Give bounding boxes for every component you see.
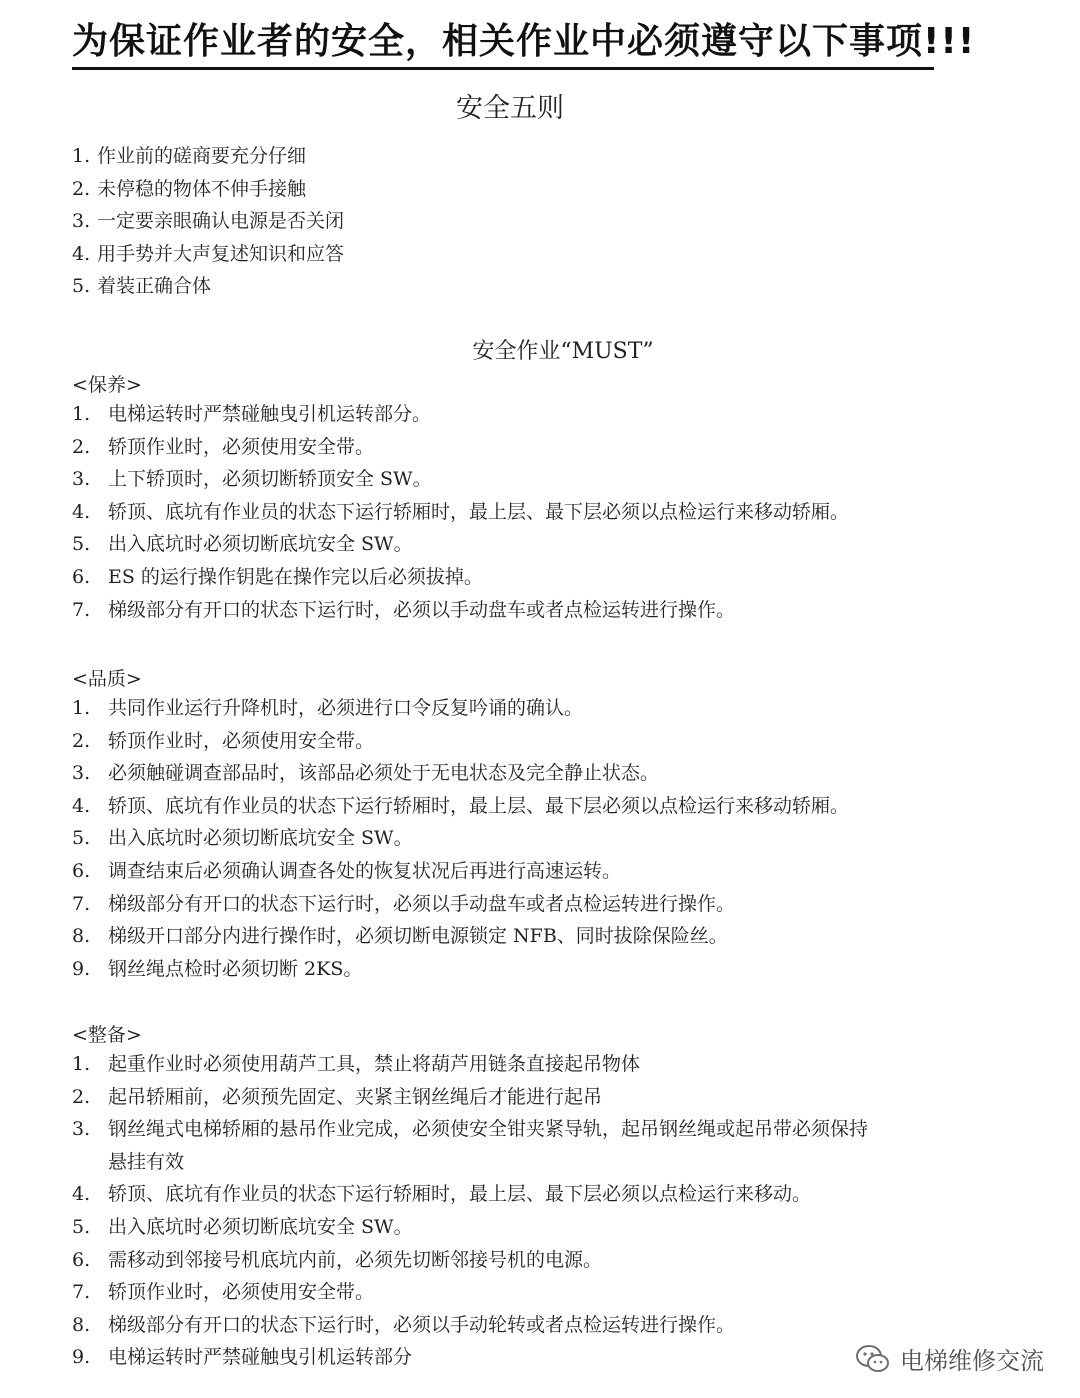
list-item: 3. 钢丝绳式电梯轿厢的悬吊作业完成，必须使安全钳夹紧导轨，起吊钢丝绳或起吊带必须保持 悬挂有效	[72, 1118, 869, 1173]
list-item: 4. 轿顶、底坑有作业员的状态下运行轿厢时，最上层、最下层必须以点检运行来移动。	[72, 1183, 812, 1206]
list-item: 2. 起吊轿厢前，必须预先固定、夹紧主钢丝绳后才能进行起吊	[72, 1085, 603, 1108]
five-rules-heading: 安全五则	[456, 93, 564, 124]
list-item: 3. 一定要亲眼确认电源是否关闭	[72, 210, 345, 232]
list-item: 6. 需移动到邻接号机底坑内前，必须先切断邻接号机的电源。	[72, 1248, 603, 1271]
list-item: 8. 梯级部分有开口的状态下运行时，必须以手动轮转或者点检运转进行操作。	[72, 1313, 736, 1336]
list-item: 8. 梯级开口部分内进行操作时，必须切断电源锁定 NFB、同时拔除保险丝。	[72, 925, 728, 948]
list-item: 3. 必须触碰调查部品时，该部品必须处于无电状态及完全静止状态。	[72, 762, 660, 785]
list-item: 1. 共同作业运行升降机时，必须进行口令反复吟诵的确认。	[72, 697, 584, 719]
list-item: 4. 轿顶、底坑有作业员的状态下运行轿厢时，最上层、最下层必须以点检运行来移动轿厢。	[72, 794, 850, 817]
list-item: 7. 轿顶作业时，必须使用安全带。	[72, 1281, 375, 1304]
list-item: 1. 作业前的磋商要充分仔细	[72, 145, 307, 167]
list-item: 1. 电梯运转时严禁碰触曳引机运转部分。	[72, 403, 432, 425]
list-item: 2. 轿顶作业时，必须使用安全带。	[72, 435, 375, 458]
list-item: 5. 出入底坑时必须切断底坑安全 SW。	[72, 827, 413, 850]
preparation-heading: <整备>	[72, 1024, 142, 1046]
list-item: 7. 梯级部分有开口的状态下运行时，必须以手动盘车或者点检运转进行操作。	[72, 598, 736, 621]
list-item: 5. 出入底坑时必须切断底坑安全 SW。	[72, 1215, 413, 1238]
must-heading: 安全作业“MUST”	[472, 339, 654, 364]
watermark-text: 电梯维修交流	[900, 1347, 1044, 1375]
list-item: 2. 未停稳的物体不伸手接触	[72, 177, 307, 200]
list-item: 5. 出入底坑时必须切断底坑安全 SW。	[72, 533, 413, 556]
list-item: 3. 上下轿顶时，必须切断轿顶安全 SW。	[72, 468, 432, 491]
list-item: 7. 梯级部分有开口的状态下运行时，必须以手动盘车或者点检运转进行操作。	[72, 892, 736, 915]
quality-heading: <品质>	[72, 668, 142, 690]
list-item: 1. 起重作业时必须使用葫芦工具，禁止将葫芦用链条直接起吊物体	[72, 1053, 641, 1075]
list-item: 4. 用手势并大声复述知识和应答	[72, 242, 345, 265]
list-item: 2. 轿顶作业时，必须使用安全带。	[72, 729, 375, 752]
page-title: 为保证作业者的安全，相关作业中必须遵守以下事项!!!	[72, 18, 934, 70]
maintenance-list	[72, 398, 849, 626]
list-item: 9. 电梯运转时严禁碰触曳引机运转部分	[72, 1346, 413, 1369]
list-item: 5. 着装正确合体	[72, 275, 212, 297]
list-item: 6. 调查结束后必须确认调查各处的恢复状况后再进行高速运转。	[72, 859, 622, 882]
list-item: 6. ES 的运行操作钥匙在操作完以后必须拔掉。	[72, 565, 483, 588]
wechat-icon	[856, 1344, 890, 1374]
watermark	[856, 1341, 1044, 1376]
maintenance-heading: <保养>	[72, 374, 142, 396]
preparation-list	[72, 1048, 868, 1374]
list-item: 4. 轿顶、底坑有作业员的状态下运行轿厢时，最上层、最下层必须以点检运行来移动轿厢。	[72, 500, 850, 523]
quality-list	[72, 692, 849, 985]
five-rules-list	[72, 140, 344, 303]
list-item: 9. 钢丝绳点检时必须切断 2KS。	[72, 957, 363, 980]
